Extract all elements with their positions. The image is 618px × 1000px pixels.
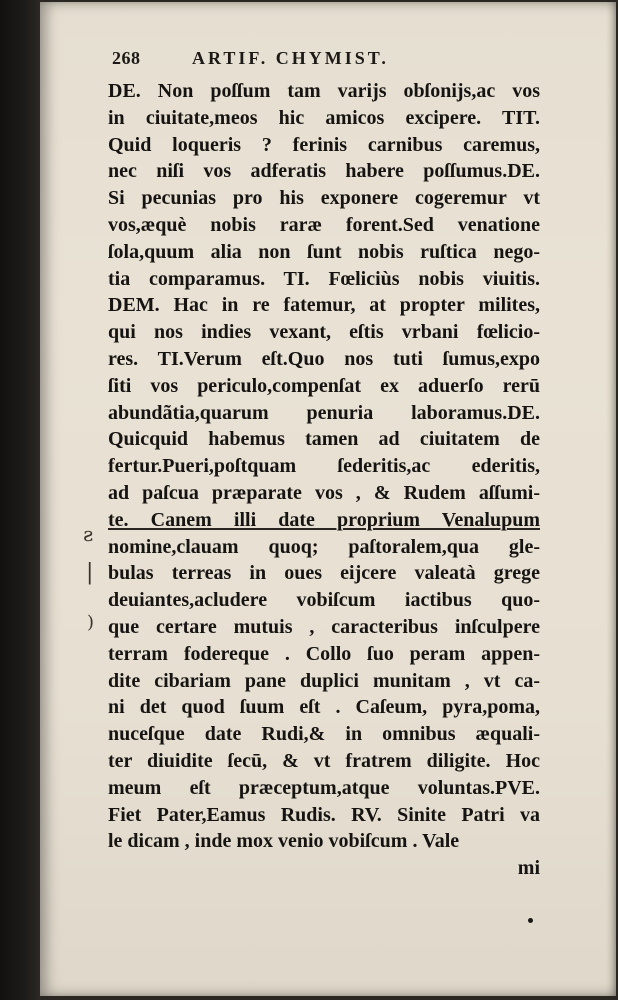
text-line: ſiti vos periculo,compenſat ex aduerſo rerū xyxy=(108,374,540,397)
book-gutter xyxy=(0,0,40,1000)
text-line: nec niſi vos adferatis habere poſſumus.DE. xyxy=(108,160,540,183)
text-line: qui nos indies vexant, eſtis vrbani fœlicio- xyxy=(108,321,540,344)
text-line: deuiantes,acludere vobiſcum iactibus quo- xyxy=(108,589,540,612)
text-line: Fiet Pater,Eamus Rudis. RV. Sinite Patri va xyxy=(108,803,540,826)
text-line: ni det quod ſuum eſt . Caſeum, pyra,poma, xyxy=(108,696,540,719)
text-line: Si pecunias pro his exponere cogeremur vt xyxy=(108,187,540,210)
body-text xyxy=(108,78,540,882)
text-line: que certare mutuis , caracteribus inſculpere xyxy=(108,615,540,638)
text-line: abundãtia,quarum penuria laboramus.DE. xyxy=(108,401,540,424)
text-line: dite cibariam pane duplici munitam , vt ca- xyxy=(108,669,540,692)
ink-dot xyxy=(528,918,533,923)
text-line: le dicam , inde mox venio vobiſcum . Vale xyxy=(108,830,460,853)
margin-annotation: ƨ xyxy=(83,522,94,546)
page-number: 268 xyxy=(112,48,141,68)
text-line: tia comparamus. TI. Fœliciùs nobis viuitis. xyxy=(108,267,540,290)
running-title: ARTIF. CHYMIST. xyxy=(192,48,389,68)
text-line: bulas terreas in oues eijcere valeatà grege xyxy=(108,562,540,585)
underlined-text-line: te. Canem illi date proprium Venalupum xyxy=(108,508,540,531)
text-line: ter diuidite ſecū, & vt fratrem diligite. Hoc xyxy=(108,749,540,772)
text-line: fertur.Pueri,poſtquam ſederitis,ac ederitis, xyxy=(108,455,540,478)
text-line: nomine,clauam quoq; paſtoralem,qua gle- xyxy=(108,535,540,558)
text-line: DEM. Hac in re fatemur, at propter milites, xyxy=(108,294,540,317)
margin-annotation: | xyxy=(86,560,94,585)
text-line: nuceſque date Rudi,& in omnibus æquali- xyxy=(108,723,540,746)
text-line: Quicquid habemus tamen ad ciuitatem de xyxy=(108,428,540,451)
text-line: in ciuitate,meos hic amicos excipere. TIT. xyxy=(108,106,540,129)
text-line: DE. Non poſſum tam varijs obſonijs,ac vos xyxy=(108,80,540,102)
text-line: ad paſcua præparate vos , & Rudem aſſumi- xyxy=(108,481,540,504)
text-line: ſola,quum alia non ſunt nobis ruſtica nego- xyxy=(108,240,540,263)
text-line: meum eſt præceptum,atque voluntas.PVE. xyxy=(108,776,540,799)
text-line: vos,æquè nobis raræ forent.Sed venatione xyxy=(108,213,540,236)
running-head xyxy=(112,48,389,69)
text-line: Quid loqueris ? ferinis carnibus caremus, xyxy=(108,133,540,156)
text-line: res. TI.Verum eſt.Quo nos tuti ſumus,expo xyxy=(108,347,540,370)
catchword: mi xyxy=(517,857,540,880)
text-line: terram fodereque . Collo ſuo peram appen- xyxy=(108,642,540,665)
margin-annotation: ) xyxy=(87,612,95,633)
